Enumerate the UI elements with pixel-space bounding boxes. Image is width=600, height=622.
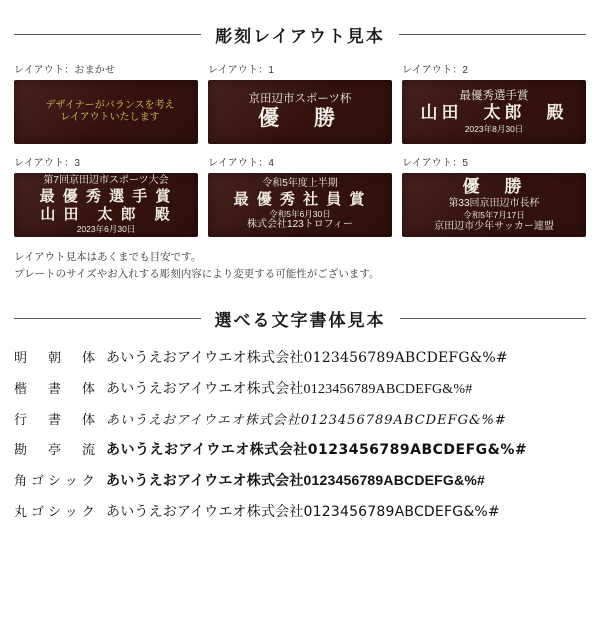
layout-sample-label: レイアウト：2 — [402, 65, 469, 76]
layout-sample-grid — [14, 61, 586, 237]
plate-text-line: 令和5年6月30日 — [269, 208, 331, 219]
fonts-section-heading — [14, 306, 586, 331]
font-name-label: 行 書 体 — [14, 411, 100, 427]
font-name-label: 丸ゴシック — [14, 504, 99, 520]
font-sample-table — [14, 347, 586, 521]
layout-sample-cell — [208, 154, 392, 237]
layout-notes — [14, 249, 586, 284]
layout-sample-cell — [208, 61, 392, 144]
plate-text-line: 第7回京田辺市スポーツ大会 — [43, 175, 169, 187]
plate-text-line: 京田辺市少年サッカー連盟 — [434, 220, 554, 232]
engraving-plate-preview[interactable] — [14, 173, 198, 237]
plate-text-line: 2023年8月30日 — [464, 124, 524, 135]
heading-rule-left — [14, 318, 201, 319]
plate-text-line: 山 田 太 郎 殿 — [40, 205, 172, 223]
layout-sample-label: レイアウト：おまかせ — [14, 65, 116, 76]
plate-text-line: 株式会社123トロフィー — [247, 219, 353, 231]
layout-sample-cell — [402, 154, 586, 237]
font-name-label: 角ゴシック — [14, 473, 99, 489]
layout-sample-cell — [14, 154, 198, 237]
heading-rule-right — [400, 318, 587, 319]
font-sample-row[interactable] — [14, 501, 586, 521]
font-sample-row[interactable] — [14, 409, 586, 428]
font-sample-text: あいうえおアイウエオ株式会社0123456789ABCDEFG&%# — [106, 412, 507, 428]
engraving-plate-preview[interactable] — [14, 80, 198, 144]
layout-sample-label: レイアウト：4 — [208, 158, 275, 169]
layout-sample-cell — [402, 61, 586, 144]
layout-sample-label: レイアウト：3 — [14, 158, 81, 169]
layout-section-title: 彫刻レイアウト見本 — [215, 27, 385, 46]
font-sample-text: あいうえおアイウエオ株式会社0123456789ABCDEFG&%# — [106, 471, 485, 488]
layout-sample-label: レイアウト：5 — [402, 158, 469, 169]
plate-text-line: レイアウトいたします — [60, 112, 160, 123]
heading-rule-left — [14, 34, 201, 35]
font-sample-row[interactable] — [14, 439, 586, 459]
plate-text-line: 優 勝 — [462, 177, 526, 197]
engraving-plate-preview[interactable] — [208, 173, 392, 237]
layout-sample-cell — [14, 61, 198, 144]
font-name-label: 楷 書 体 — [14, 381, 100, 397]
font-name-label: 明 朝 体 — [14, 350, 100, 366]
page-root — [0, 22, 600, 622]
layout-section-heading — [14, 22, 586, 47]
plate-text-line: 令和5年7月17日 — [463, 210, 525, 221]
plate-text-line: 最 優 秀 選 手 賞 — [39, 187, 173, 205]
plate-text-line: 優 勝 — [258, 107, 342, 131]
plate-text-line: 令和5年度上半期 — [262, 178, 338, 190]
font-sample-text: あいうえおアイウエオ株式会社0123456789ABCDEFG&%# — [106, 381, 473, 397]
plate-text-line: 山田 太郎 殿 — [420, 103, 568, 123]
font-sample-text: あいうえおアイウエオ株式会社0123456789ABCDEFG&%# — [106, 349, 508, 366]
plate-text-line: 2023年6月30日 — [76, 224, 136, 235]
plate-text-line: 京田辺市スポーツ杯 — [248, 93, 352, 106]
plate-text-line: 第33回京田辺市長杯 — [448, 198, 540, 209]
heading-rule-right — [399, 34, 586, 35]
plate-text-line: デザイナーがバランスを考え — [45, 99, 175, 111]
font-name-label: 勘 亭 流 — [14, 442, 100, 458]
font-sample-row[interactable] — [14, 378, 586, 398]
engraving-plate-preview[interactable] — [208, 80, 392, 144]
font-sample-row[interactable] — [14, 347, 586, 367]
fonts-section-title: 選べる文字書体見本 — [214, 310, 386, 330]
layout-sample-label: レイアウト：1 — [208, 65, 275, 76]
font-sample-row[interactable] — [14, 470, 586, 490]
note-line: レイアウト見本はあくまでも目安です。 — [14, 251, 202, 263]
plate-text-line: 最優秀選手賞 — [459, 90, 529, 103]
plate-text-line: 最 優 秀 社 員 賞 — [233, 190, 367, 208]
note-line: プレートのサイズやお入れする彫刻内容により変更する可能性がございます。 — [14, 268, 380, 281]
engraving-plate-preview[interactable] — [402, 80, 586, 144]
font-sample-text: あいうえおアイウエオ株式会社0123456789ABCDEFG&%# — [106, 503, 500, 520]
font-sample-text: あいうえおアイウエオ株式会社0123456789ABCDEFG&%# — [106, 441, 528, 458]
engraving-plate-preview[interactable] — [402, 173, 586, 237]
